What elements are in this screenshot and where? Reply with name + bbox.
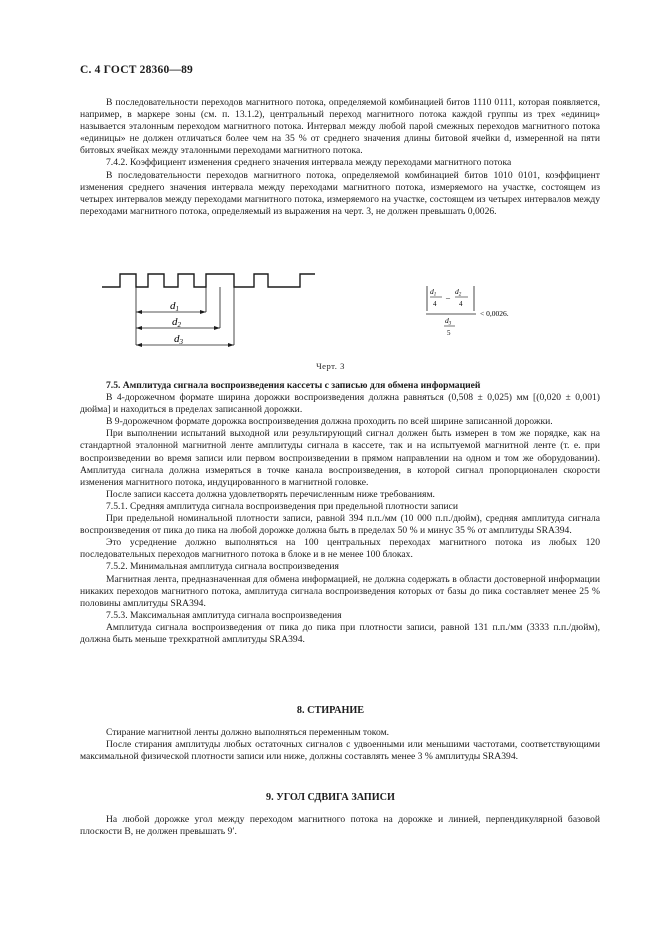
subheading: 7.5.2. Минимальная амплитуда сигнала воспроизведения bbox=[106, 561, 339, 573]
section-title-9: 9. УГОЛ СДВИГА ЗАПИСИ bbox=[266, 792, 395, 803]
waveform-figure bbox=[100, 268, 320, 352]
paragraph: Амплитуда сигнала воспроизведения от пика до пика при плотности записи, равной 131 п.п./мм (3333 п.п./дюйм), должна быть меньше трехкратной амплитуды SRA394. bbox=[80, 621, 600, 645]
formula bbox=[424, 284, 534, 338]
paragraph: Магнитная лента, предназначенная для обмена информацией, не должна содержать в области достоверной информации никаких переходов магнитного потока, амплитуда сигнала воспроизведения которых от базы до пика составляет менее 25 % половины амплитуды SRA394. bbox=[80, 573, 600, 609]
svg-text:5: 5 bbox=[447, 329, 451, 337]
paragraph: После стирания амплитуды любых остаточных сигналов с удвоенными или меньшими частотами, соответствующими максимальной физической плотности записи или ниже, должны составлять менее 3 % амплитуды SRA394. bbox=[80, 739, 600, 763]
svg-text:–: – bbox=[446, 293, 450, 302]
label-d3: d3 bbox=[174, 333, 183, 346]
section-heading-7-5: 7.5. Амплитуда сигнала воспроизведения кассеты с записью для обмена информацией bbox=[106, 380, 481, 391]
svg-text:4: 4 bbox=[459, 300, 463, 308]
subheading: 7.5.3. Максимальная амплитуда сигнала воспроизведения bbox=[106, 609, 342, 621]
paragraph: На любой дорожке угол между переходом магнитного потока на дорожке и линией, перпендикулярной базовой плоскости B, не должен превышать 9′. bbox=[80, 814, 600, 838]
paragraph: В последовательности переходов магнитного потока, определяемой комбинацией битов 1010 0101, коэффициент изменения среднего значения интервала между переходами магнитного потока, измеряемого на участке, состоящем из четырех интервалов между переходами магнитного потока, измеряемого на участке, состоящем из четырех интервалов между переходами магнитного потока, определяемый из выражения на черт. 3, не должен превышать 0,0026. bbox=[80, 169, 600, 217]
paragraph: В последовательности переходов магнитного потока, определяемой комбинацией битов 1110 0111, которая появляется, например, в маркере зоны (см. п. 13.1.2), центральный переход магнитного потока каждой группы из трех «единиц» называется эталонным переходом магнитного потока. Интервал между любой парой смежных переходов магнитного потока «единицы» не должен отличаться более чем на 35 % от среднего значения длины битовой ячейки d, измеренной на пяти битовых ячейках между эталонными переходами магнитного потока. bbox=[80, 97, 600, 157]
paragraph: Стирание магнитной ленты должно выполняться переменным током. bbox=[106, 727, 390, 738]
text-block-7-5 bbox=[80, 380, 600, 646]
svg-text:< 0,0026.: < 0,0026. bbox=[480, 309, 509, 318]
paragraph: 7.4.2. Коэффициент изменения среднего значения интервала между переходами магнитного потока bbox=[106, 157, 512, 169]
paragraph: В 4-дорожечном формате ширина дорожки воспроизведения должна равняться (0,508 ± 0,025) мм [(0,020 ± 0,001) дюйма] и находиться в пределах записанной дорожки. bbox=[80, 392, 600, 416]
paragraph: После записи кассета должна удовлетворять перечисленным ниже требованиям. bbox=[106, 488, 435, 500]
text-block-intro bbox=[80, 97, 600, 218]
svg-text:d3: $d_3$ bbox=[445, 316, 452, 327]
paragraph: При выполнении испытаний выходной или результирующий сигнал должен быть измерен в том же порядке, как на стандартной эталонной магнитной ленте амплитуды сигнала в кассете, так и на испытуемой магнитной ленте (т. е. при воспроизведении во время записи или первом воспроизведении в прямом направлении на одном и том же оборудовании). Амплитуда сигнала должна измеряться в точке канала воспроизведения, в которой сигнал пропорционален скорости изменения магнитного потока, индуцированного в магнитной головке. bbox=[80, 428, 600, 488]
figure-caption: Черт. 3 bbox=[316, 361, 345, 371]
paragraph: В 9-дорожечном формате дорожка воспроизведения должна проходить по всей ширине записанной дорожки. bbox=[106, 416, 553, 428]
paragraph: При предельной номинальной плотности записи, равной 394 п.п./мм (10 000 п.п./дюйм), средняя амплитуда сигнала воспроизведения от пика до пика на любой дорожке должна быть в пределах 50 % и минус 35 % от амплитуды SRA394. bbox=[80, 513, 600, 537]
svg-text:d2: $d_2$ bbox=[455, 287, 462, 298]
section-title-8: 8. СТИРАНИЕ bbox=[296, 705, 365, 716]
subheading: 7.5.1. Средняя амплитуда сигнала воспроизведения при предельной плотности записи bbox=[106, 500, 459, 512]
paragraph: Это усреднение должно выполняться на 100 центральных переходах магнитного потока из любых 120 последовательных переходов магнитного потока в блоке и в не менее 100 блоках. bbox=[80, 537, 600, 561]
svg-text:4: 4 bbox=[433, 300, 437, 308]
text-block-9 bbox=[80, 814, 600, 838]
text-block-8 bbox=[80, 727, 600, 763]
page-header: С. 4 ГОСТ 28360—89 bbox=[80, 64, 193, 76]
svg-text:d1: $d_1$ bbox=[430, 287, 437, 298]
label-d1: d1 bbox=[170, 300, 179, 313]
label-d2: d2 bbox=[172, 316, 181, 329]
